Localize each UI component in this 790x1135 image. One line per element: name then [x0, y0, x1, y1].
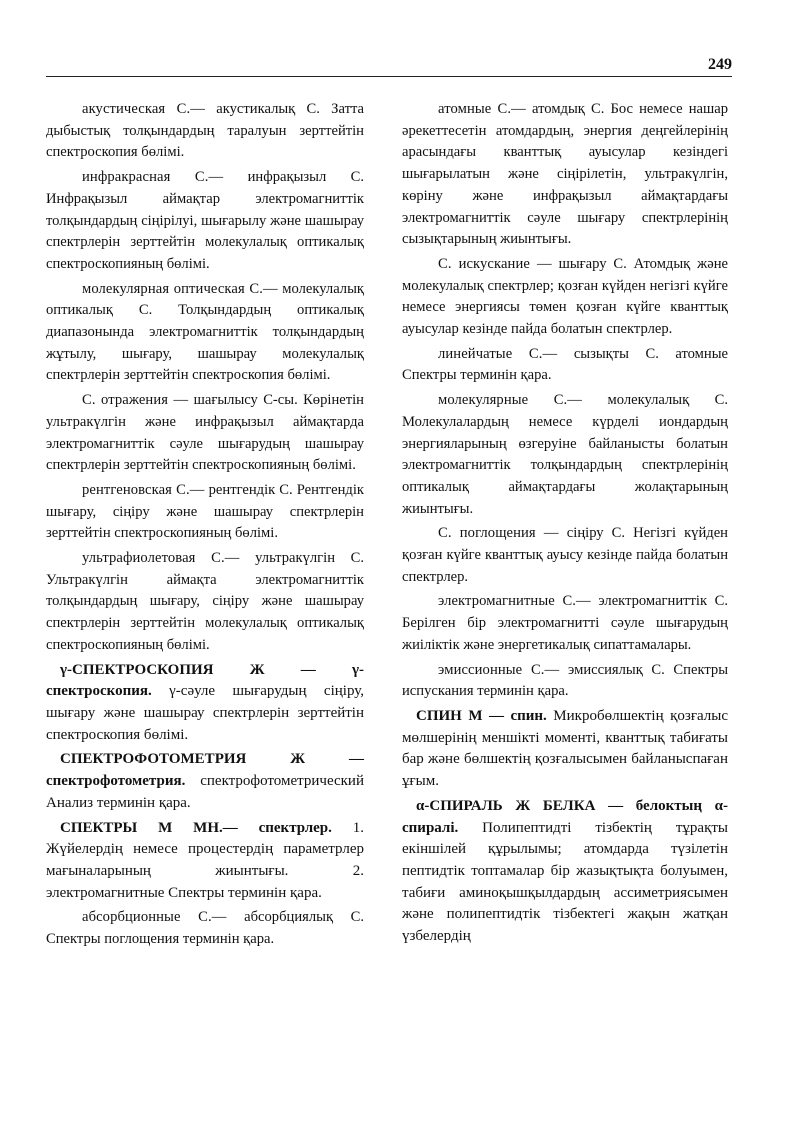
entry-definition: абсорбциялық С. Спектры поглощения терминін қара. [46, 909, 364, 948]
dictionary-entry [402, 344, 728, 387]
entry-definition: сіңіру С. Негізгі күйден қозған күйге кванттық ауысу кезінде пайда болатын спектрлер. [402, 525, 728, 585]
headword-entry [402, 796, 728, 948]
entry-definition: атомдық С. Бос немесе нашар әрекеттесетін атомдардың, энергия деңгейлерінің арасындағы кванттық ауысулар кезіндегі шығарылатын және сіңірілетін, ультракүлгін, көріну және инфрақызыл аймақтардағы электромагниттік сәуле шығару спектрлерінің сызықтарының жиынтығы. [402, 101, 728, 248]
headword-entry [46, 660, 364, 747]
headword: СПИН М — спин. [416, 707, 547, 724]
entry-term: акустическая С.— [82, 101, 217, 117]
entry-term: инфракрасная С.— [82, 169, 248, 186]
dictionary-entry [46, 167, 364, 276]
entry-definition: молекулалық С. Молекулалардың немесе күрделі иондардың энергияларының өзгеруіне байланысты болатын электромагниттік толқындардың спектрлерінің оптикалық аймақтардағы жолақтарының жиынтығы. [402, 392, 728, 517]
headword-definition: Полипептидті тізбектің тұрақты екіншілей құрылымы; атомдарда түзілетін пептидтік топтамалар бір жазықтықта болуымен, табиғи аминоқышқылдардың ассиметриясымен және полипептидтік тізбектегі жақын жатқан үзбелердің [402, 819, 728, 945]
entry-term: С. отражения — [82, 392, 194, 409]
dictionary-entry [46, 99, 364, 164]
entry-term: ультрафиолетовая С.— [82, 550, 256, 567]
headword-entry [402, 706, 728, 793]
entry-definition: шығару С. Атомдық және молекулалық спектрлер; қозған күйден негізгі күйге немесе энергиясы төмен қозған күйге кванттық ауысулар кезінде пайда болатын спектрлер. [402, 255, 728, 338]
headword: γ-СПЕКТРОСКОПИЯ Ж — γ-спектроскопия. [46, 661, 364, 700]
dictionary-entry [46, 907, 364, 950]
entry-definition: молекулалық оптикалық С. Толқындардың оптикалық диапазонында электромагниттік толқындардың жұтылу, шығару, шашырау молекулалық спектрлерін зерттейтін спектроскопия бөлімі. [46, 280, 364, 384]
entry-definition: инфрақызыл С. Инфрақызыл аймақтар электромагниттік толқындардың сіңірілуі, шығарылу және шашырау спектрлерін зерттейтін молекулалық оптикалық спектроскопияның бөлімі. [46, 169, 364, 272]
entry-term: линейчатые С.— [438, 345, 574, 362]
entry-definition: шағылысу С-сы. Көрінетін ультракүлгін және инфрақызыл аймақтарда электромагниттік сәуле шығарудың шашырау спектрлерін зерттейтін спектроскопияның бөлімі. [46, 392, 364, 474]
entry-definition: сызықты С. атомные Спектры терминін қара. [402, 345, 728, 384]
headword-definition: γ-сәуле шығарудың сіңіру, шығару және шашырау спектрлерін зерттейтін спектроскопия бөлімі. [46, 683, 364, 743]
headword-entry [46, 749, 364, 814]
entry-term: С. искускание — [438, 255, 559, 272]
entry-term: атомные С.— [438, 101, 533, 117]
header-rule [46, 76, 732, 77]
dictionary-entry [402, 591, 728, 656]
left-column [46, 99, 364, 954]
headword-entry [46, 818, 364, 905]
headword-definition: спектрофотометрический Анализ терминін қара. [46, 773, 364, 811]
entry-definition: акустикалық С. Затта дыбыстық толқындардың таралуын зерттейтін спектроскопия бөлімі. [46, 101, 364, 161]
entry-term: эмиссионные С.— [438, 661, 568, 678]
dictionary-entry [46, 390, 364, 477]
headword-definition: 1. Жүйелердің немесе процестердің параметрлер мағыналарының жиынтығы. 2. электромагнитные Спектры терминін қара. [46, 819, 365, 901]
dictionary-entry [402, 523, 728, 588]
dictionary-entry [46, 548, 364, 657]
headword: СПЕКТРЫ М МН.— спектрлер. [60, 819, 332, 836]
entry-definition: эмиссиялық С. Спектры испускания терминін қара. [402, 661, 728, 700]
dictionary-entry [402, 390, 728, 520]
right-column [402, 99, 728, 951]
entry-definition: ультракүлгін С. Ультракүлгін аймақта электромагниттік толқындардың шығару, сіңіру және шашырау спектрлерін зерттейтін молекулалық оптикалық спектроскопияның бөлімі. [46, 550, 365, 653]
dictionary-entry [402, 99, 728, 251]
dictionary-entry [402, 660, 728, 703]
entry-term: молекулярные С.— [438, 392, 608, 409]
entry-term: абсорбционные С.— [82, 909, 245, 926]
headword: α-СПИРАЛЬ Ж БЕЛКА — белоктың α-спиралі. [402, 797, 728, 836]
headword: СПЕКТРОФОТОМЕТРИЯ Ж — спектрофотометрия. [46, 751, 364, 790]
entry-definition: электромагниттік С. Берілген бір электромагнитті сәуле шығарудың жиіліктік және энергетикалық сипаттамалары. [402, 593, 728, 653]
page-number: 249 [708, 56, 732, 73]
entry-term: электромагнитные С.— [438, 593, 599, 610]
dictionary-entry [46, 480, 364, 545]
dictionary-entry [46, 279, 364, 388]
entry-term: молекулярная оптическая С.— [82, 280, 283, 297]
entry-definition: рентгендік С. Рентгендік шығару, сіңіру және шашырау спектрлерін зерттейтін спектроскопияның бөлімі. [46, 481, 364, 542]
entry-term: рентгеновская С.— [82, 481, 209, 498]
entry-term: С. поглощения — [438, 525, 567, 542]
dictionary-entry [402, 254, 728, 341]
headword-definition: Микробөлшектің қозғалыс мөлшерінің меншікті моменті, кванттық табиғаты бар және бөлшектің қозғалысымен байланыспаған ұғым. [402, 707, 728, 790]
